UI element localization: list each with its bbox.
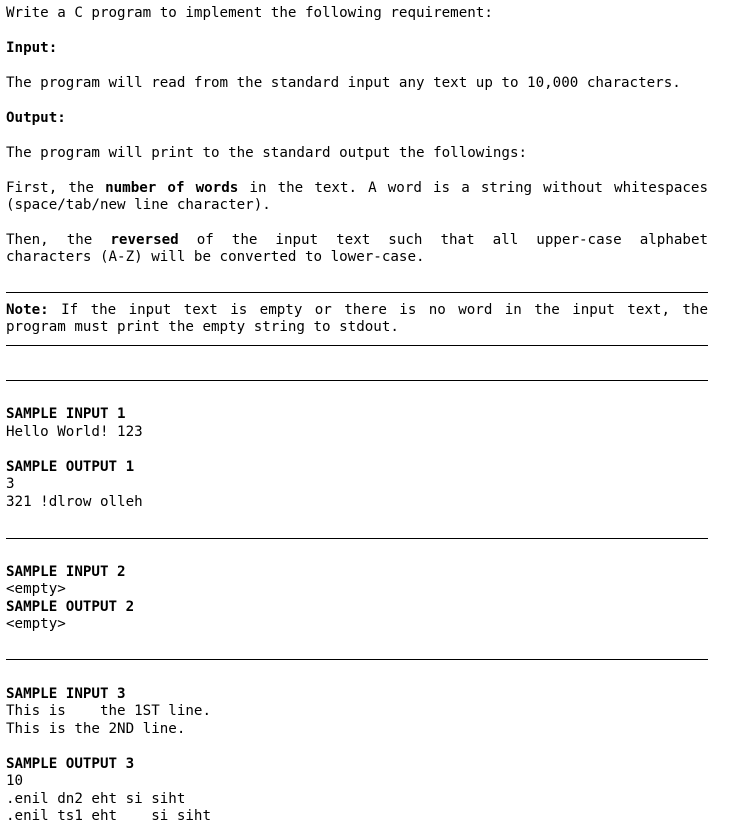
sample-output-line: 3 (6, 476, 15, 492)
sample-input-line: This is the 2ND line. (6, 721, 186, 737)
then-requirement-line2: characters (A-Z) will be converted to lower-case. (6, 249, 425, 265)
sample-input-line: Hello World! 123 (6, 424, 143, 440)
sample-output-line: 321 !dlrow olleh (6, 494, 143, 510)
note-line1 (6, 302, 708, 319)
sample-output-line: 10 (6, 773, 24, 789)
sample-input-heading (6, 564, 126, 581)
input-description: The program will read from the standard input any text up to 10,000 characters. (6, 75, 681, 91)
first-requirement-line2: (space/tab/new line character). (6, 197, 271, 213)
then-bold: reversed (110, 232, 179, 248)
then-post: of the input text such that all upper-case alphabet (196, 232, 709, 248)
output-heading (6, 110, 66, 127)
sample-output-heading (6, 599, 134, 616)
sample-output-heading-label: SAMPLE OUTPUT 1 (6, 459, 135, 475)
divider (6, 380, 708, 381)
sample-input-heading (6, 686, 126, 703)
output-heading-label: Output: (6, 110, 66, 126)
intro-text: Write a C program to implement the following requirement: (6, 5, 493, 21)
input-heading-label: Input: (6, 40, 58, 56)
sample-input-heading-label: SAMPLE INPUT 1 (6, 406, 126, 422)
divider (6, 538, 708, 539)
divider (6, 659, 708, 660)
first-bold: number of words (105, 180, 239, 196)
sample-output-line: .enil dn2 eht si siht (6, 791, 186, 807)
input-heading (6, 40, 57, 57)
sample-input-line: <empty> (6, 581, 66, 597)
sample-output-heading (6, 756, 134, 773)
first-pre: First, the (6, 180, 94, 196)
sample-output-line: <empty> (6, 616, 66, 632)
sample-output-heading-label: SAMPLE OUTPUT 3 (6, 756, 135, 772)
first-requirement (6, 180, 708, 197)
note-text: If the input text is empty or there is no word in the input text, the (61, 302, 709, 318)
then-requirement (6, 232, 708, 249)
first-post: in the text. A word is a string without whitespaces (249, 180, 709, 196)
note-label: Note: (6, 302, 49, 318)
sample-input-heading-label: SAMPLE INPUT 2 (6, 564, 126, 580)
sample-input-heading-label: SAMPLE INPUT 3 (6, 686, 126, 702)
divider (6, 345, 708, 346)
sample-output-line: .enil ts1 eht si siht (6, 808, 211, 824)
sample-input-heading (6, 406, 126, 423)
then-pre: Then, the (6, 232, 93, 248)
output-description: The program will print to the standard output the followings: (6, 145, 528, 161)
sample-output-heading-label: SAMPLE OUTPUT 2 (6, 599, 135, 615)
divider (6, 292, 708, 293)
sample-input-line: This is the 1ST line. (6, 703, 211, 719)
note-line2: program must print the empty string to stdout. (6, 319, 399, 335)
sample-output-heading (6, 459, 134, 476)
